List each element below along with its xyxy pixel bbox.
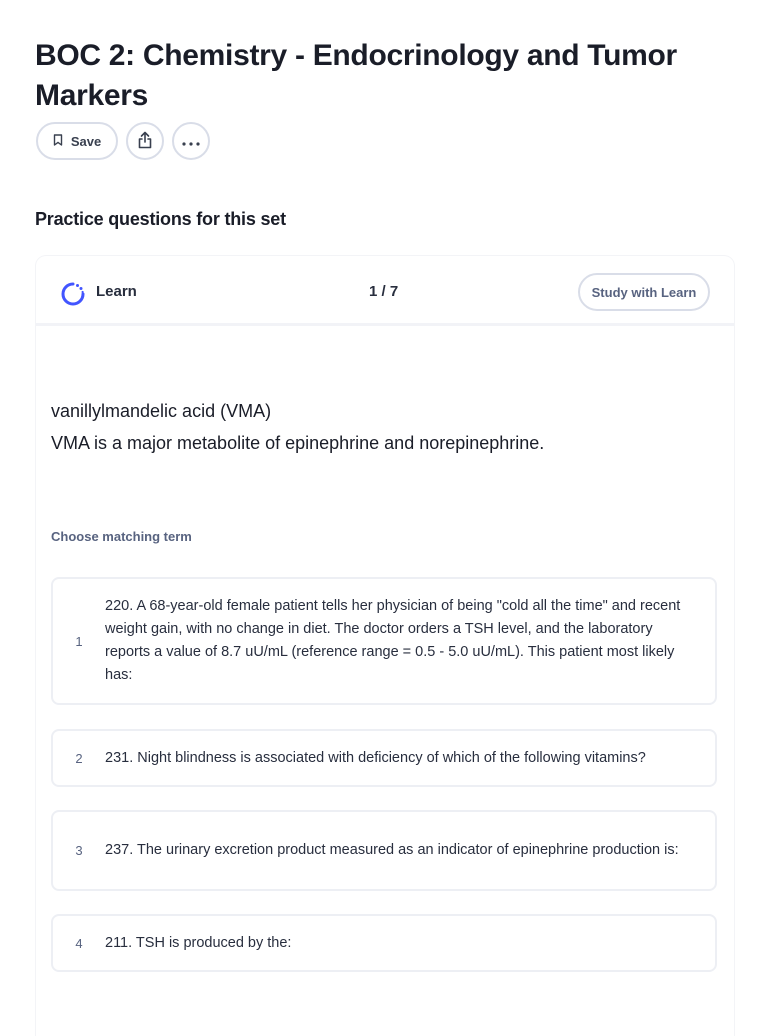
set-title: BOC 2: Chemistry - Endocrinology and Tumor Markers (35, 39, 677, 112)
answer-option-1[interactable] (51, 577, 717, 705)
practice-section-title: Practice questions for this set (35, 209, 286, 229)
learn-card (36, 256, 734, 1036)
more-options-icon (182, 134, 200, 149)
option-text: 231. Night blindness is associated with deficiency of which of the following vitamins? (105, 749, 646, 766)
option-number: 1 (75, 633, 83, 649)
learn-mode-label: Learn (96, 283, 137, 300)
study-with-learn-button[interactable]: Study with Learn (578, 273, 710, 311)
option-number: 4 (75, 935, 83, 951)
more-options-button[interactable] (172, 122, 210, 160)
answer-option-3[interactable] (51, 810, 717, 891)
learn-card-header (36, 256, 734, 326)
option-number: 3 (75, 843, 83, 858)
definition-text: VMA is a major metabolite of epinephrine and norepinephrine. (51, 433, 545, 453)
term-text: vanillylmandelic acid (VMA) (51, 401, 272, 421)
save-label: Save (70, 133, 102, 149)
learn-mode-icon (60, 281, 86, 312)
share-button[interactable] (126, 122, 164, 160)
question-counter: 1 / 7 (369, 283, 399, 300)
option-text: 220. A 68-year-old female patient tells her physician of being "cold all the time" and recent weight gain, with no change in diet. The doctor orders a TSH level, and the laboratory reports a value of 8.7 uU/mL (reference range = 0.5 - 5.0 uU/mL). This patient most likely has: (105, 598, 681, 683)
answer-option-4[interactable] (51, 914, 717, 972)
set-actions (36, 122, 210, 160)
option-number: 2 (75, 750, 83, 766)
share-icon (137, 131, 153, 152)
option-text: 237. The urinary excretion product measured as an indicator of epinephrine production is: (105, 842, 679, 858)
bookmark-icon (53, 134, 63, 149)
save-button[interactable] (36, 122, 118, 160)
answer-option-2[interactable] (51, 729, 717, 787)
choose-prompt: Choose matching term (51, 529, 192, 544)
option-text: 211. TSH is produced by the: (105, 934, 292, 951)
